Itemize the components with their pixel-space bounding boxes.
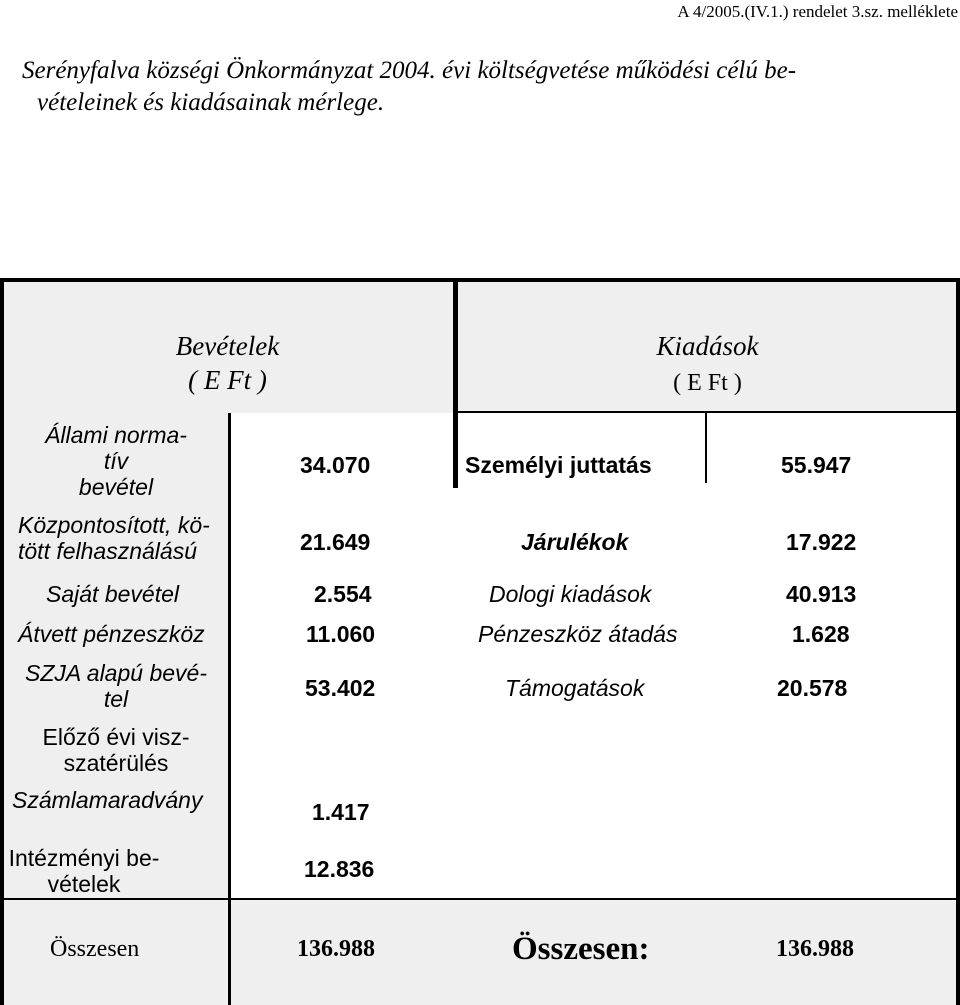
expense-label-szemelyi: Személyi juttatás <box>465 452 652 478</box>
income-value-allami: 34.070 <box>300 452 371 478</box>
income-label-kozpontositott: Központosított, kö- tött felhasználású <box>18 512 210 564</box>
expense-value-line <box>705 413 707 483</box>
header-bottom-line <box>455 411 960 413</box>
expense-label-dologi: Dologi kiadások <box>489 581 652 607</box>
income-label-sajat: Saját bevétel <box>46 581 179 607</box>
income-label-szja: SZJA alapú bevé- tel <box>25 660 207 712</box>
income-label-atvett: Átvett pénzeszköz <box>18 621 205 647</box>
income-value-sajat: 2.554 <box>314 581 372 607</box>
income-unit: ( E Ft ) <box>188 365 267 395</box>
total-income-value: 136.988 <box>297 936 375 962</box>
expense-value-jarulekok: 17.922 <box>786 529 857 555</box>
label-column-line <box>228 413 231 1005</box>
document-title <box>22 55 952 119</box>
income-label-intezmenyi: Intézményi be- vételek <box>8 845 160 897</box>
expense-label-tamogatasok: Támogatások <box>505 675 645 701</box>
total-income-label: Összesen <box>50 936 140 962</box>
annex-reference: A 4/2005.(IV.1.) rendelet 3.sz. melléklete <box>677 2 958 21</box>
title-line-1: Serényfalva községi Önkormányzat 2004. évi költségvetése működési célú be- <box>22 57 797 84</box>
table-top-border <box>0 278 960 282</box>
expense-value-dologi: 40.913 <box>786 581 857 607</box>
expense-value-szemelyi: 55.947 <box>781 452 852 478</box>
income-value-kozpontositott: 21.649 <box>300 529 371 555</box>
title-line-2: vételeinek és kiadásainak mérlege. <box>37 89 385 116</box>
total-expense-value: 136.988 <box>776 936 854 962</box>
income-label-elozo-evi: Előző évi visz- szatérülés <box>42 724 190 776</box>
income-value-atvett: 11.060 <box>306 621 376 647</box>
total-expense-label: Összesen: <box>512 931 650 967</box>
income-value-intezmenyi: 12.836 <box>304 856 375 882</box>
income-label-allami: Állami norma- tív bevétel <box>45 422 187 500</box>
expense-unit: ( E Ft ) <box>673 370 742 396</box>
total-row-top-line <box>0 898 960 900</box>
expense-header: Kiadások <box>656 331 759 361</box>
balance-table <box>0 278 960 1005</box>
income-value-szja: 53.402 <box>305 675 376 701</box>
expense-label-penzeszkoz: Pénzeszköz átadás <box>478 621 678 647</box>
expense-value-penzeszkoz: 1.628 <box>792 621 850 647</box>
income-value-szamlamaradvany: 1.417 <box>312 799 370 825</box>
expense-value-tamogatasok: 20.578 <box>777 675 848 701</box>
expense-label-jarulekok: Járulékok <box>521 529 629 555</box>
income-label-szamlamaradvany: Számlamaradvány <box>12 787 203 813</box>
income-header: Bevételek <box>175 331 280 361</box>
